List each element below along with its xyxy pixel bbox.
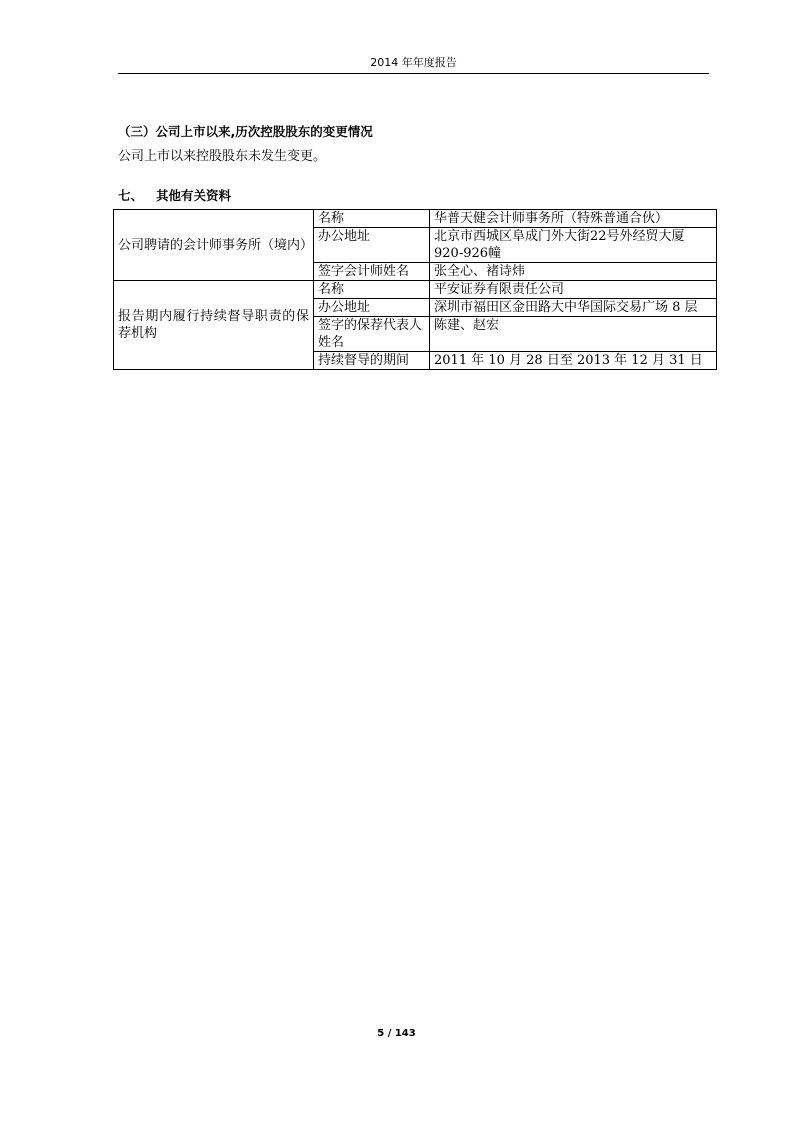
field-value: 北京市西城区阜成门外大街22号外经贸大厦920-926幢: [430, 228, 717, 263]
field-value: 华普天健会计师事务所（特殊普通合伙）: [430, 210, 717, 228]
field-label: 办公地址: [314, 299, 430, 317]
subsection-body: 公司上市以来控股股东未发生变更。: [118, 149, 327, 164]
table-row: [114, 281, 717, 299]
field-label: 名称: [314, 210, 430, 228]
field-label: 持续督导的期间: [314, 352, 430, 370]
other-info-table: [113, 209, 717, 370]
field-label: 签字的保荐代表人姓名: [314, 317, 430, 352]
field-label: 办公地址: [314, 228, 430, 263]
field-value: 2011 年 10 月 28 日至 2013 年 12 月 31 日: [430, 352, 717, 370]
section-title: 其他有关资料: [156, 188, 232, 203]
group-label-auditor: 公司聘请的会计师事务所（境内）: [114, 210, 314, 281]
section-number: 七、: [118, 188, 144, 203]
field-value: 张全心、褚诗炜: [430, 263, 717, 281]
section-heading: [118, 188, 231, 204]
subsection-heading: （三）公司上市以来,历次控股股东的变更情况: [118, 124, 373, 139]
page-number: 5 / 143: [377, 1028, 416, 1039]
page-header: 2014 年年度报告: [370, 56, 457, 69]
field-value: 陈建、赵宏: [430, 317, 717, 352]
table-row: [114, 210, 717, 228]
field-value: 深圳市福田区金田路大中华国际交易广场 8 层: [430, 299, 717, 317]
field-label: 名称: [314, 281, 430, 299]
header-rule: [118, 73, 709, 74]
group-label-sponsor: 报告期内履行持续督导职责的保荐机构: [114, 281, 314, 370]
field-label: 签字会计师姓名: [314, 263, 430, 281]
field-value: 平安证券有限责任公司: [430, 281, 717, 299]
